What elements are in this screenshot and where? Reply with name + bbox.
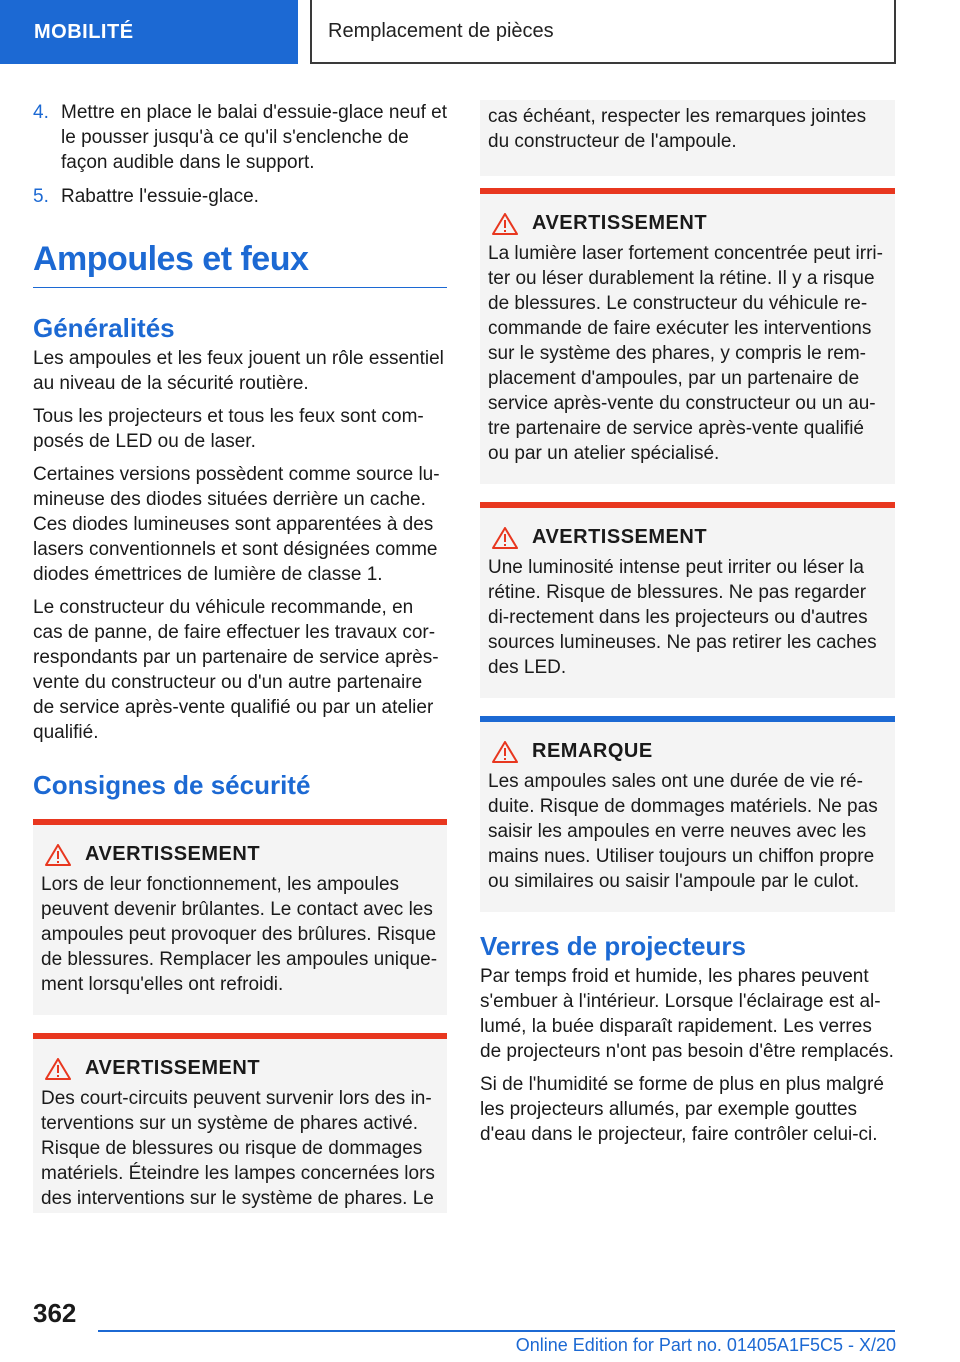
paragraph: Le constructeur du véhicule recommande, en cas de panne, de faire effectuer les travaux cor‐respondants par un partenaire de service après-vente du constructeur ou d'un autre partenaire de service après-vente qualifié ou par un atelier qualifié. [33,597,439,743]
step-text: Rabattre l'essuie-glace. [61,186,259,207]
caution-triangle-icon [492,741,518,763]
warning-text: La lumière laser fortement concentrée peut irri‐ter ou léser durablement la rétine. Il y a risque de blessures. Le constructeur du véhicule re‐commande de faire exécuter les interventions sur le système des phares, y compris le rem‐placement d'ampoules, par un partenaire de service après-vente du constructeur ou un au‐tre partenaire de service après-vente qualifié ou par un atelier spécialisé. [488,243,883,464]
warning-title-text: AVERTISSEMENT [85,843,261,865]
warning-box [480,502,895,698]
note-box [480,716,895,912]
step-text: Mettre en place le balai d'essuie-glace neuf et le pousser jusqu'à ce qu'il s'enclenche de façon audible dans le support. [61,102,447,173]
step-item [33,100,447,175]
warning-text: Lors de leur fonctionnement, les ampoules peuvent devenir brûlantes. Le contact avec les ampoules peut provoquer des brûlures. Risque de blessures. Remplacer les ampoules unique‐ment lorsqu'elles ont refroidi. [41,874,438,995]
paragraph: Certaines versions possèdent comme source lu‐mineuse des diodes situées derrière un cache. Ces diodes lumineuses sont apparentées à des lasers conventionnels et sont désignées comme diodes émettrices de lumière de classe 1. [33,464,440,585]
step-number: 5. [33,186,49,207]
warning-title [41,1057,439,1080]
paragraph: Tous les projecteurs et tous les feux sont com‐posés de LED ou de laser. [33,406,424,452]
note-title-text: REMARQUE [532,740,653,762]
warning-box [480,188,895,484]
paragraph: Si de l'humidité se forme de plus en plus malgré les projecteurs allumés, par exemple gouttes d'eau dans le projecteur, faire contrôler celui-ci. [480,1074,884,1145]
warning-triangle-icon [492,213,518,235]
warning-title-text: AVERTISSEMENT [532,212,708,234]
warning-title [488,212,887,235]
general-heading: Généralités [33,313,175,343]
edition-text: Online Edition for Part no. 01405A1F5C5 - X/20 [515,1335,896,1355]
lens-heading: Verres de projecteurs [480,931,746,961]
step-number: 4. [33,102,49,123]
warning-title-text: AVERTISSEMENT [532,526,708,548]
step-item [33,184,447,209]
warning-continuation [480,100,895,176]
section-title: Ampoules et feux [33,237,447,288]
warning-title [41,843,439,866]
warning-text: Des court-circuits peuvent survenir lors des in‐terventions sur un système de phares activé. Risque de blessures ou risque de dommages matériels. Éteindre les lampes concernées lors des interventions sur le système de phares. Le [41,1088,435,1209]
warning-triangle-icon [45,844,71,866]
note-title [488,740,887,763]
warning-text: Une luminosité intense peut irriter ou léser la rétine. Risque de blessures. Ne pas regarder di‐rectement dans les projecteurs ou d'autres sources lumineuses. Ne pas retirer les caches des LED. [488,557,877,678]
chapter-label: Remplacement de pièces [328,19,554,42]
note-text: Les ampoules sales ont une durée de vie ré‐duite. Risque de dommages matériels. Ne pas saisir les ampoules en verre neuves avec les mains nues. Utiliser toujours un chiffon propre ou similaires ou saisir l'ampoule par le culot. [488,771,878,892]
safety-heading: Consignes de sécurité [33,770,311,800]
warning-triangle-icon [45,1058,71,1080]
left-column [33,100,447,1213]
paragraph: Par temps froid et humide, les phares peuvent s'embuer à l'intérieur. Lorsque l'éclairage est al‐lumé, la buée disparaît rapidement. Les verres de projecteurs n'ont pas besoin d'être remplacés. [480,966,894,1062]
warning-title [488,526,887,549]
chapter-tab [310,0,896,64]
footer-divider [98,1330,895,1332]
page-number: 362 [33,1298,77,1328]
warning-box [33,819,447,1015]
warning-triangle-icon [492,527,518,549]
paragraph: Les ampoules et les feux jouent un rôle essentiel au niveau de la sécurité routière. [33,348,444,394]
section-label: MOBILITÉ [34,20,134,43]
warning-box [33,1033,447,1213]
warning-text: cas échéant, respecter les remarques jointes du constructeur de l'ampoule. [488,106,867,152]
warning-title-text: AVERTISSEMENT [85,1057,261,1079]
section-tab [0,0,298,64]
right-column [480,100,895,1155]
